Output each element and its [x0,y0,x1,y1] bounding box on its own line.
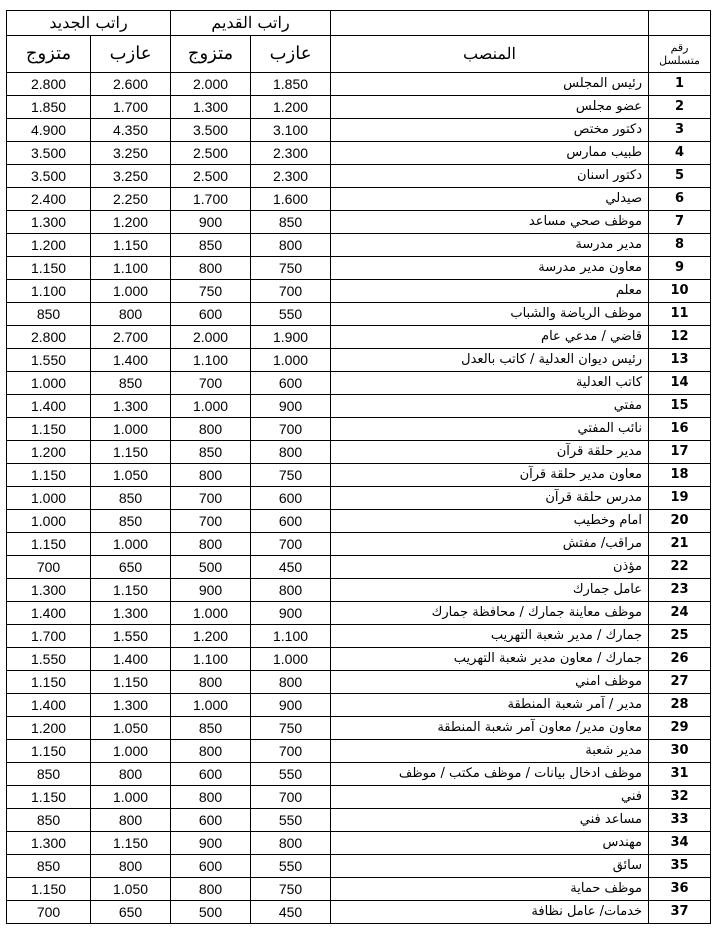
old-married-cell: 700 [171,510,251,533]
old-single-cell: 800 [251,579,331,602]
old-married-cell: 800 [171,257,251,280]
table-row [7,395,711,418]
old-single-cell: 750 [251,878,331,901]
position-cell: نائب المفتي [331,418,649,441]
old-married-cell: 2.000 [171,326,251,349]
serial-cell: 32 [649,786,711,809]
table-row [7,855,711,878]
serial-cell: 23 [649,579,711,602]
new-single-cell: 850 [91,510,171,533]
table-row [7,303,711,326]
new-married-cell: 1.300 [7,832,91,855]
new-married-cell: 1.150 [7,671,91,694]
new-married-cell: 1.200 [7,234,91,257]
old-single-cell: 800 [251,234,331,257]
old-single-cell: 750 [251,464,331,487]
new-married-cell: 2.400 [7,188,91,211]
serial-cell: 4 [649,142,711,165]
new-single-cell: 3.250 [91,165,171,188]
position-cell: مدير مدرسة [331,234,649,257]
new-married-cell: 4.900 [7,119,91,142]
new-single-cell: 1.150 [91,671,171,694]
old-single-cell: 1.200 [251,96,331,119]
table-row [7,349,711,372]
table-body [7,73,711,924]
position-cell: معاون مدير حلقة قرآن [331,464,649,487]
position-cell: مؤذن [331,556,649,579]
old-single-cell: 550 [251,763,331,786]
serial-cell: 7 [649,211,711,234]
header-old-married: متزوج [171,36,251,73]
serial-cell: 16 [649,418,711,441]
new-single-cell: 800 [91,855,171,878]
table-row [7,556,711,579]
old-married-cell: 500 [171,556,251,579]
position-cell: طبيب ممارس [331,142,649,165]
new-single-cell: 1.300 [91,694,171,717]
old-married-cell: 1.700 [171,188,251,211]
new-married-cell: 2.800 [7,326,91,349]
position-cell: معاون مدير مدرسة [331,257,649,280]
header-old-salary: راتب القديم [171,11,331,36]
serial-cell: 2 [649,96,711,119]
serial-cell: 9 [649,257,711,280]
table-row [7,533,711,556]
new-single-cell: 1.300 [91,602,171,625]
position-cell: خدمات/ عامل نظافة [331,901,649,924]
serial-cell: 21 [649,533,711,556]
position-cell: مراقب/ مفتش [331,533,649,556]
old-single-cell: 750 [251,717,331,740]
table-row [7,188,711,211]
position-cell: دكتور اسنان [331,165,649,188]
serial-cell: 34 [649,832,711,855]
position-cell: موظف الرياضة والشباب [331,303,649,326]
position-cell: امام وخطيب [331,510,649,533]
old-single-cell: 800 [251,441,331,464]
position-cell: موظف امني [331,671,649,694]
new-single-cell: 2.250 [91,188,171,211]
old-single-cell: 700 [251,740,331,763]
serial-cell: 14 [649,372,711,395]
position-cell: دكتور مختص [331,119,649,142]
new-single-cell: 1.000 [91,280,171,303]
position-cell: معاون مدير/ معاون آمر شعبة المنطقة [331,717,649,740]
serial-cell: 33 [649,809,711,832]
serial-cell: 11 [649,303,711,326]
old-single-cell: 600 [251,510,331,533]
serial-cell: 30 [649,740,711,763]
old-single-cell: 900 [251,694,331,717]
new-married-cell: 1.000 [7,372,91,395]
new-married-cell: 1.150 [7,878,91,901]
table-row [7,257,711,280]
old-single-cell: 600 [251,372,331,395]
header-new-married: متزوج [7,36,91,73]
table-row [7,418,711,441]
new-married-cell: 850 [7,855,91,878]
serial-cell: 28 [649,694,711,717]
new-single-cell: 1.400 [91,349,171,372]
old-single-cell: 700 [251,786,331,809]
new-married-cell: 1.550 [7,648,91,671]
old-single-cell: 700 [251,280,331,303]
new-single-cell: 1.050 [91,717,171,740]
table-row [7,786,711,809]
old-married-cell: 1.000 [171,602,251,625]
table-row [7,464,711,487]
table-row [7,832,711,855]
new-married-cell: 1.550 [7,349,91,372]
new-single-cell: 850 [91,372,171,395]
old-single-cell: 450 [251,556,331,579]
new-single-cell: 2.700 [91,326,171,349]
new-single-cell: 3.250 [91,142,171,165]
table-row [7,901,711,924]
serial-cell: 8 [649,234,711,257]
old-married-cell: 2.000 [171,73,251,96]
new-married-cell: 1.400 [7,694,91,717]
position-cell: موظف صحي مساعد [331,211,649,234]
serial-cell: 17 [649,441,711,464]
serial-cell: 15 [649,395,711,418]
position-cell: مفتي [331,395,649,418]
new-single-cell: 800 [91,303,171,326]
header-old-single: عازب [251,36,331,73]
table-row [7,234,711,257]
header-blank-position [331,11,649,36]
new-married-cell: 700 [7,901,91,924]
old-married-cell: 1.300 [171,96,251,119]
serial-cell: 27 [649,671,711,694]
new-married-cell: 1.100 [7,280,91,303]
new-married-cell: 850 [7,809,91,832]
old-married-cell: 1.200 [171,625,251,648]
table-row [7,740,711,763]
position-cell: مدير شعبة [331,740,649,763]
old-married-cell: 800 [171,418,251,441]
new-single-cell: 850 [91,487,171,510]
new-married-cell: 850 [7,763,91,786]
serial-cell: 36 [649,878,711,901]
table-row [7,73,711,96]
serial-cell: 5 [649,165,711,188]
serial-cell: 37 [649,901,711,924]
position-cell: موظف ادخال بيانات / موظف مكتب / موظف [331,763,649,786]
new-single-cell: 800 [91,763,171,786]
old-married-cell: 800 [171,464,251,487]
table-row [7,441,711,464]
table-row [7,763,711,786]
serial-cell: 26 [649,648,711,671]
position-cell: موظف حماية [331,878,649,901]
serial-cell: 18 [649,464,711,487]
position-cell: عضو مجلس [331,96,649,119]
old-single-cell: 600 [251,487,331,510]
serial-cell: 24 [649,602,711,625]
old-single-cell: 850 [251,211,331,234]
old-married-cell: 600 [171,303,251,326]
table-row [7,211,711,234]
serial-cell: 6 [649,188,711,211]
old-single-cell: 1.000 [251,349,331,372]
new-single-cell: 1.000 [91,533,171,556]
new-single-cell: 800 [91,809,171,832]
old-married-cell: 1.100 [171,349,251,372]
table-row [7,602,711,625]
new-married-cell: 1.850 [7,96,91,119]
serial-cell: 22 [649,556,711,579]
table-row [7,487,711,510]
new-single-cell: 1.150 [91,832,171,855]
new-married-cell: 1.200 [7,441,91,464]
old-married-cell: 850 [171,234,251,257]
serial-cell: 20 [649,510,711,533]
table-row [7,878,711,901]
new-single-cell: 1.000 [91,740,171,763]
new-single-cell: 1.200 [91,211,171,234]
table-row [7,694,711,717]
table-row [7,165,711,188]
old-single-cell: 700 [251,418,331,441]
new-married-cell: 1.400 [7,395,91,418]
new-married-cell: 1.150 [7,418,91,441]
position-cell: جمارك / معاون مدير شعبة التهريب [331,648,649,671]
table-row [7,280,711,303]
position-cell: صيدلي [331,188,649,211]
old-married-cell: 700 [171,372,251,395]
serial-cell: 12 [649,326,711,349]
old-single-cell: 700 [251,533,331,556]
old-married-cell: 800 [171,740,251,763]
position-cell: رئيس المجلس [331,73,649,96]
old-married-cell: 600 [171,855,251,878]
header-serial: رقم متسلسل [649,36,711,73]
old-married-cell: 850 [171,441,251,464]
new-single-cell: 1.150 [91,441,171,464]
old-single-cell: 550 [251,809,331,832]
new-married-cell: 1.150 [7,464,91,487]
old-married-cell: 900 [171,832,251,855]
old-married-cell: 1.000 [171,694,251,717]
position-cell: مدير حلقة قرآن [331,441,649,464]
table-row [7,579,711,602]
position-cell: مدير / آمر شعبة المنطقة [331,694,649,717]
old-single-cell: 900 [251,395,331,418]
old-married-cell: 3.500 [171,119,251,142]
old-married-cell: 1.000 [171,395,251,418]
serial-cell: 31 [649,763,711,786]
serial-cell: 13 [649,349,711,372]
old-single-cell: 2.300 [251,142,331,165]
new-married-cell: 850 [7,303,91,326]
serial-cell: 19 [649,487,711,510]
old-single-cell: 800 [251,671,331,694]
old-married-cell: 1.100 [171,648,251,671]
position-cell: سائق [331,855,649,878]
new-married-cell: 3.500 [7,165,91,188]
old-married-cell: 2.500 [171,165,251,188]
position-cell: موظف معاينة جمارك / محافظة جمارك [331,602,649,625]
position-cell: قاضي / مدعي عام [331,326,649,349]
old-single-cell: 3.100 [251,119,331,142]
table-row [7,119,711,142]
old-married-cell: 900 [171,211,251,234]
serial-cell: 25 [649,625,711,648]
old-married-cell: 900 [171,579,251,602]
header-new-salary: راتب الجديد [7,11,171,36]
table-row [7,326,711,349]
new-single-cell: 1.100 [91,257,171,280]
new-single-cell: 650 [91,556,171,579]
new-single-cell: 1.000 [91,418,171,441]
position-cell: كاتب العدلية [331,372,649,395]
table-row [7,717,711,740]
serial-cell: 35 [649,855,711,878]
table-row [7,372,711,395]
old-single-cell: 1.850 [251,73,331,96]
header-new-single: عازب [91,36,171,73]
table-row [7,809,711,832]
table-row [7,142,711,165]
old-married-cell: 2.500 [171,142,251,165]
new-married-cell: 2.800 [7,73,91,96]
new-married-cell: 1.150 [7,257,91,280]
new-married-cell: 1.700 [7,625,91,648]
position-cell: مدرس حلقة قرآن [331,487,649,510]
table-row [7,671,711,694]
old-single-cell: 800 [251,832,331,855]
new-single-cell: 1.550 [91,625,171,648]
new-married-cell: 1.150 [7,786,91,809]
old-single-cell: 550 [251,855,331,878]
old-single-cell: 1.000 [251,648,331,671]
old-married-cell: 500 [171,901,251,924]
old-single-cell: 550 [251,303,331,326]
position-cell: معلم [331,280,649,303]
table-row [7,648,711,671]
header-position: المنصب [331,36,649,73]
serial-cell: 29 [649,717,711,740]
position-cell: فني [331,786,649,809]
new-married-cell: 1.300 [7,211,91,234]
new-married-cell: 1.200 [7,717,91,740]
new-single-cell: 2.600 [91,73,171,96]
new-single-cell: 1.150 [91,579,171,602]
old-married-cell: 800 [171,533,251,556]
serial-cell: 10 [649,280,711,303]
new-single-cell: 1.050 [91,878,171,901]
new-married-cell: 700 [7,556,91,579]
new-single-cell: 1.000 [91,786,171,809]
table-row [7,96,711,119]
header-row-group [7,11,711,36]
position-cell: عامل جمارك [331,579,649,602]
new-single-cell: 1.150 [91,234,171,257]
new-single-cell: 1.400 [91,648,171,671]
serial-cell: 3 [649,119,711,142]
new-single-cell: 650 [91,901,171,924]
new-married-cell: 1.400 [7,602,91,625]
old-married-cell: 800 [171,786,251,809]
new-married-cell: 3.500 [7,142,91,165]
salary-table [6,10,711,924]
old-married-cell: 750 [171,280,251,303]
position-cell: مهندس [331,832,649,855]
new-married-cell: 1.300 [7,579,91,602]
new-single-cell: 4.350 [91,119,171,142]
old-single-cell: 1.100 [251,625,331,648]
position-cell: جمارك / مدير شعبة التهريب [331,625,649,648]
old-married-cell: 800 [171,671,251,694]
new-married-cell: 1.150 [7,740,91,763]
position-cell: رئيس ديوان العدلية / كاتب بالعدل [331,349,649,372]
new-single-cell: 1.700 [91,96,171,119]
serial-cell: 1 [649,73,711,96]
old-single-cell: 2.300 [251,165,331,188]
old-married-cell: 850 [171,717,251,740]
table-row [7,510,711,533]
position-cell: مساعد فني [331,809,649,832]
old-single-cell: 750 [251,257,331,280]
old-single-cell: 450 [251,901,331,924]
new-single-cell: 1.300 [91,395,171,418]
old-married-cell: 700 [171,487,251,510]
old-single-cell: 1.900 [251,326,331,349]
old-married-cell: 600 [171,809,251,832]
old-married-cell: 800 [171,878,251,901]
old-married-cell: 600 [171,763,251,786]
header-row-sub [7,36,711,73]
new-married-cell: 1.000 [7,510,91,533]
new-married-cell: 1.150 [7,533,91,556]
table-row [7,625,711,648]
new-married-cell: 1.000 [7,487,91,510]
old-single-cell: 900 [251,602,331,625]
header-blank-serial [649,11,711,36]
old-single-cell: 1.600 [251,188,331,211]
new-single-cell: 1.050 [91,464,171,487]
